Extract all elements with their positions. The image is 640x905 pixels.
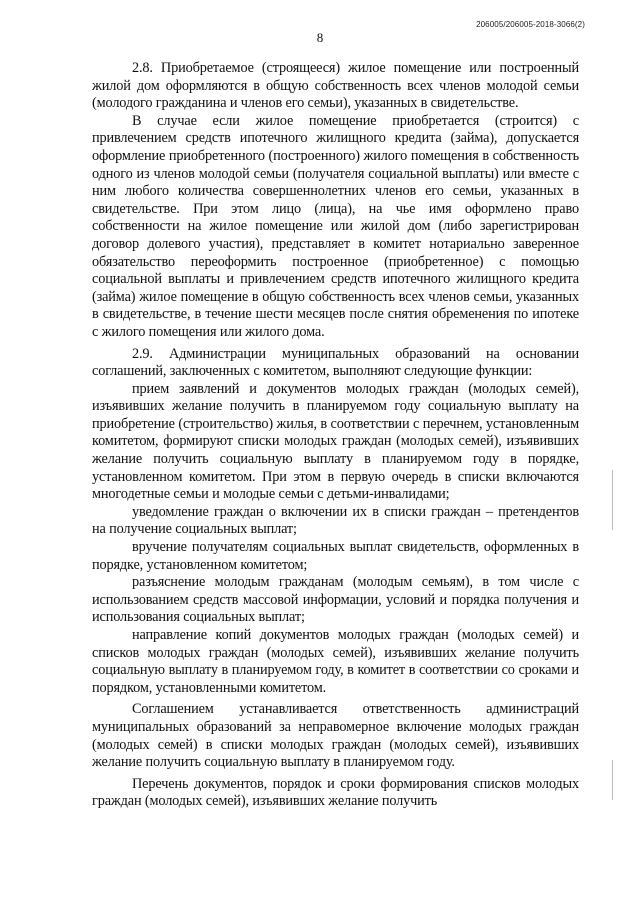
paragraph-function-3: вручение получателям социальных выплат свидетельств, оформленных в порядке, установленном комитетом; (92, 539, 579, 573)
paragraph-mortgage: В случае если жилое помещение приобретается (строится) с привлечением средств ипотечного жилищного кредита (займа), допускается оформление приобретенного (построенного) жилого помещения в собственность одного из членов молодой семьи (получателя социальной выплаты) или вместе с ним любого количества совершеннолетних членов его семьи, указанных в свидетельстве. При этом лицо (лица), на чье имя оформлено право собственности на жилое помещение или жилой дом (либо зарегистрирован договор долевого участия), представляет в комитет нотариально заверенное обязательство переоформить построенное (приобретенное) с помощью социальной выплаты и привлечением средств ипотечного жилищного кредита (займа) жилое помещение в общую собственность всех членов семьи, указанных в свидетельстве, в течение шести месяцев после снятия обременения по ипотеке с жилого помещения или жилого дома. (92, 112, 579, 340)
document-body (92, 60, 579, 811)
document-id: 206005/206005-2018-3066(2) (476, 20, 585, 29)
page-number: 8 (316, 30, 324, 45)
scan-edge-mark (612, 760, 613, 800)
paragraph-function-4: разъяснение молодым гражданам (молодым семьям), в том числе с использованием средств массовой информации, условий и порядка получения и использования социальных выплат; (92, 574, 579, 626)
scan-edge-mark (612, 470, 613, 530)
paragraph-2-9: 2.9. Администрации муниципальных образований на основании соглашений, заключенных с комитетом, выполняют следующие функции: (92, 345, 579, 380)
paragraph-list-formation: Перечень документов, порядок и сроки формирования списков молодых граждан (молодых семей), изъявивших желание получить (92, 775, 579, 810)
paragraph-responsibility: Соглашением устанавливается ответственность администраций муниципальных образований за неправомерное включение молодых граждан (молодых семей) в списки молодых граждан (молодых семей), изъявивших желание получить социальную выплату в планируемом году. (92, 701, 579, 771)
paragraph-function-2: уведомление граждан о включении их в списки граждан – претендентов на получение социальных выплат; (92, 503, 579, 538)
paragraph-2-8: 2.8. Приобретаемое (строящееся) жилое помещение или построенный жилой дом оформляются в общую собственность всех членов молодой семьи (молодого гражданина и членов его семьи), указанных в свидетельстве. (92, 60, 579, 112)
paragraph-function-1: прием заявлений и документов молодых граждан (молодых семей), изъявивших желание получить в планируемом году социальную выплату на приобретение (строительство) жилья, в соответствии с перечнем, установленным комитетом, формируют списки молодых граждан (молодых семей), изъявивших желание получить социальную выплату в планируемом году в порядке, установленном комитетом. При этом в первую очередь в списки включаются многодетные семьи и молодые семьи с детьми-инвалидами; (92, 380, 579, 503)
paragraph-function-5: направление копий документов молодых граждан (молодых семей) и списков молодых граждан (молодых семей), изъявивших желание получить социальную выплату в планируемом году, в комитет в соответствии со сроками и порядком, установленными комитетом. (92, 627, 579, 696)
